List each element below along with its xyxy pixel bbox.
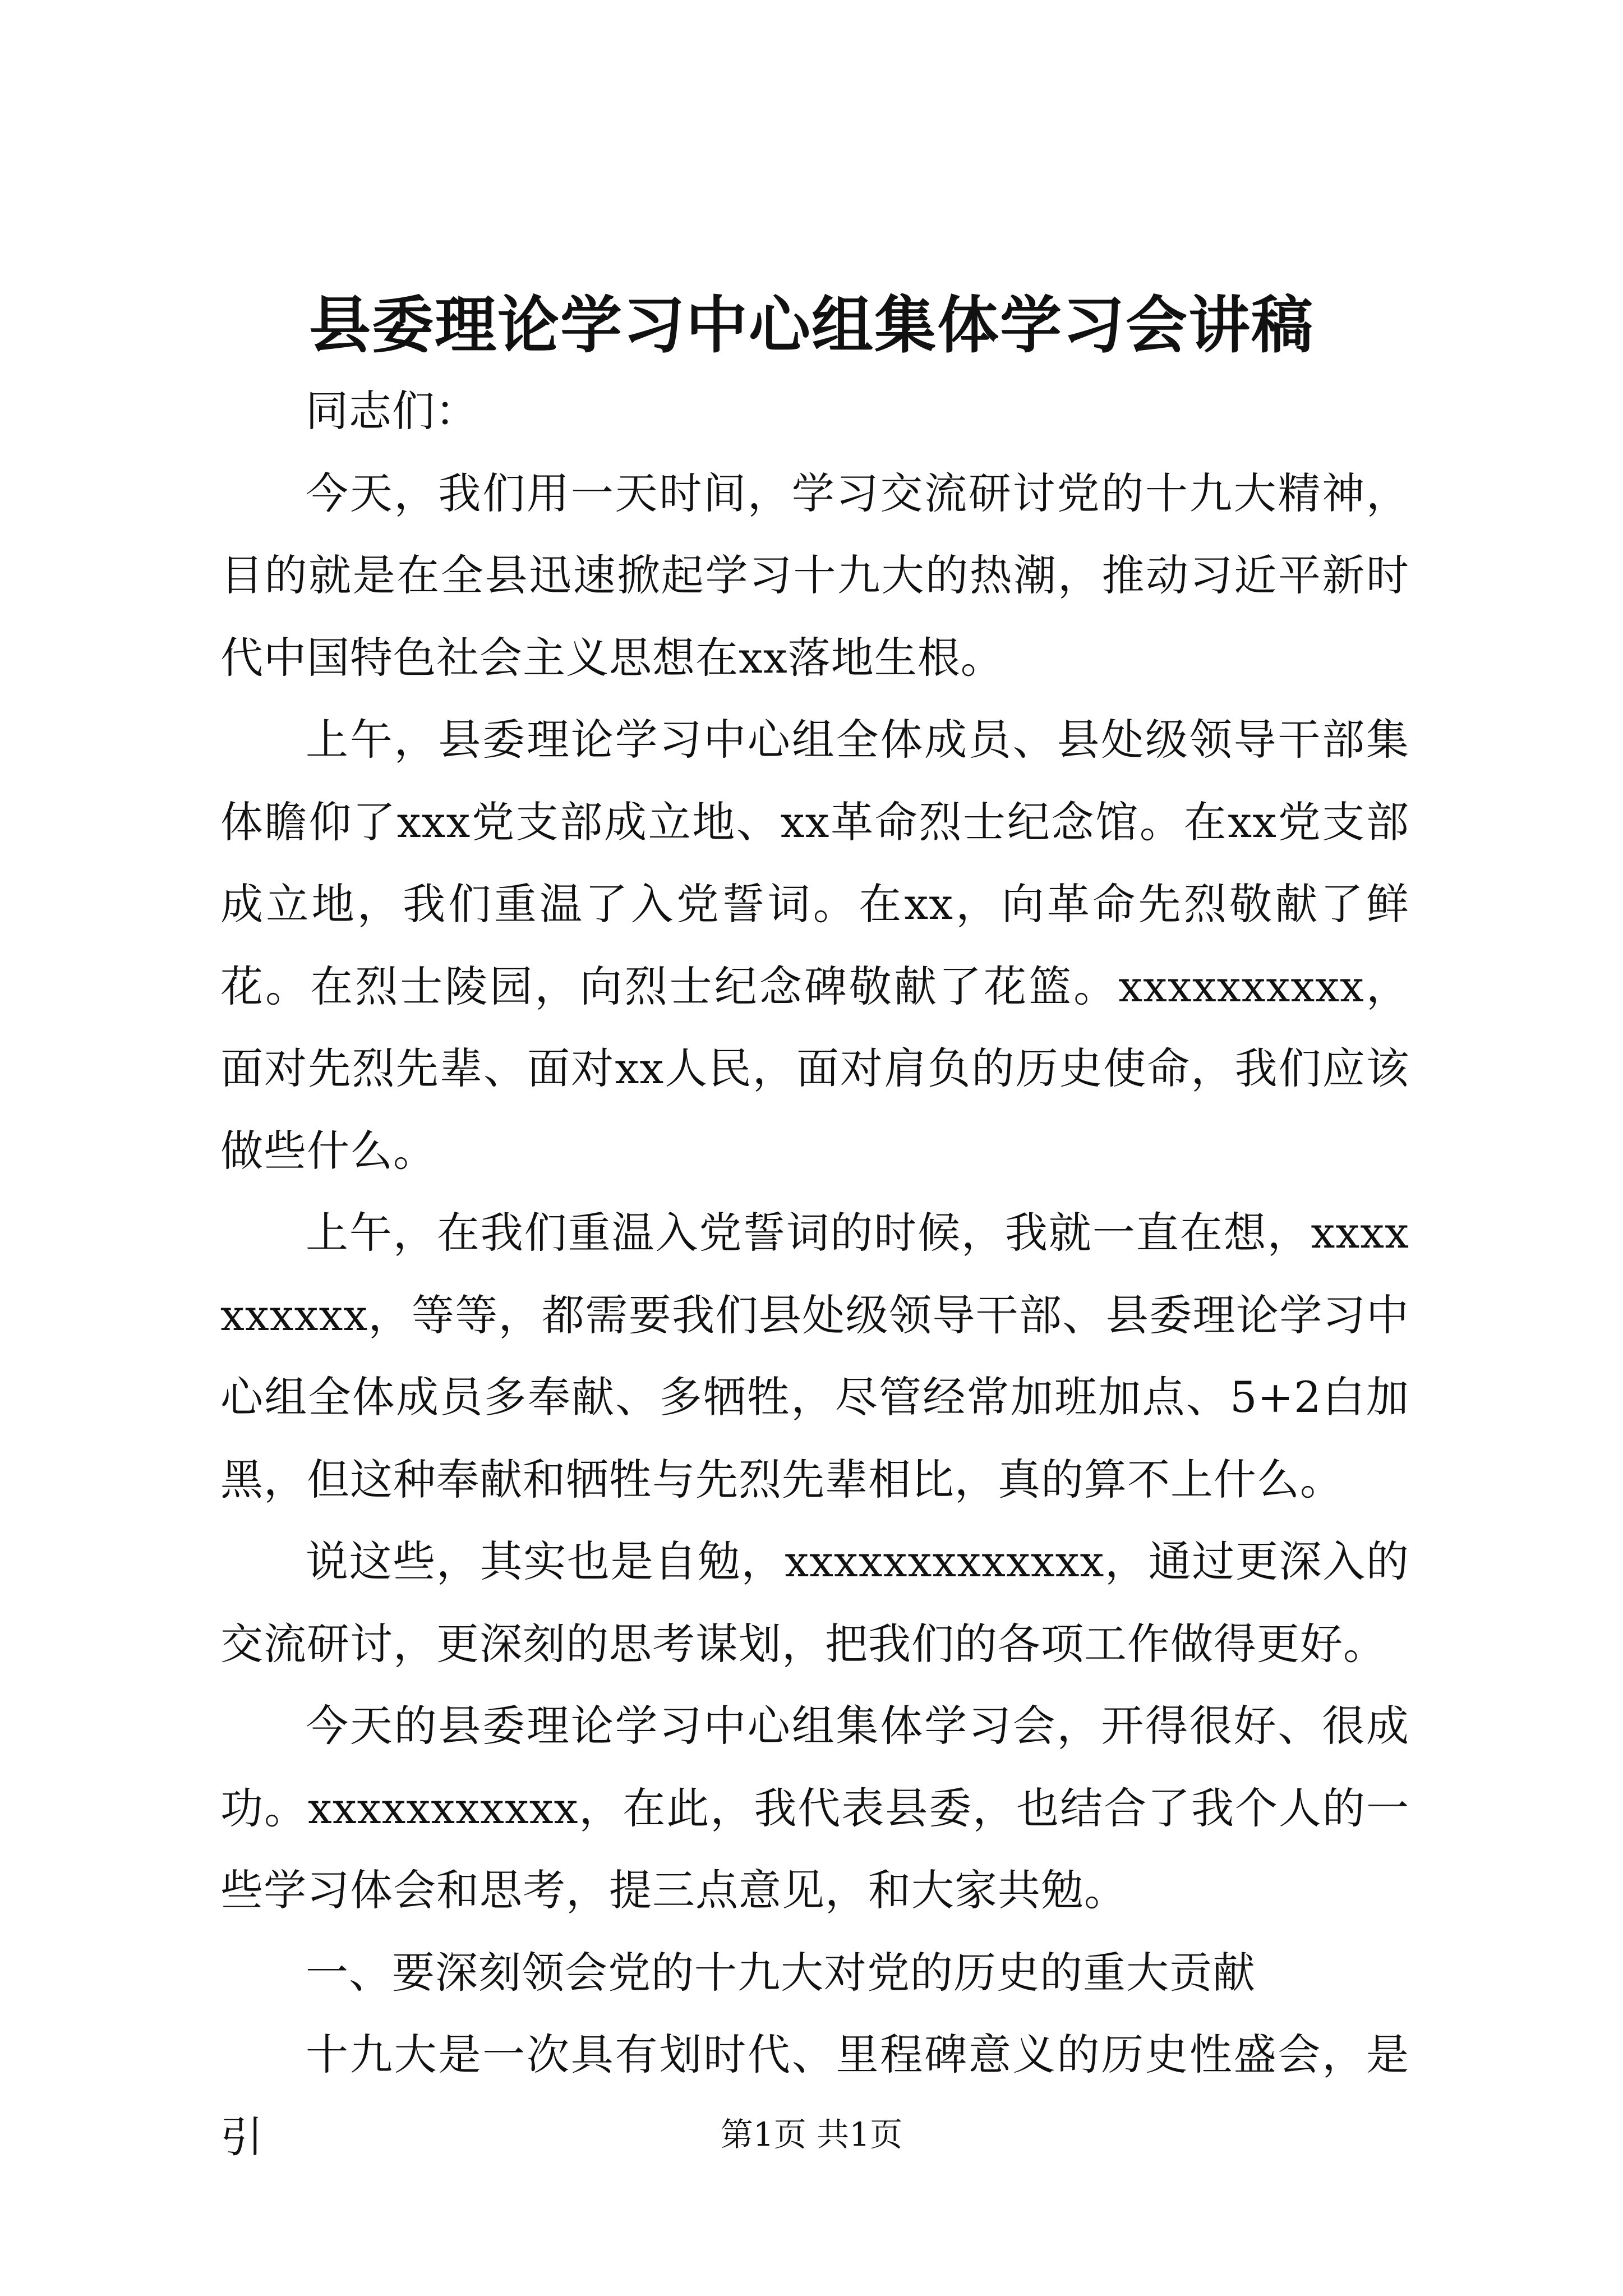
page-number-footer: 第1页 共1页 <box>720 2115 903 2154</box>
section-heading: 一、要深刻领会党的十九大对党的历史的重大贡献 <box>306 1947 1256 1998</box>
paragraph: 今天，我们用一天时间，学习交流研讨党的十九大精神，目的就是在全县迅速掀起学习十九大的热潮，推动习近平新时代中国特色社会主义思想在xx落地生根。 <box>220 468 1409 683</box>
paragraph: 说这些，其实也是自勉，xxxxxxxxxxxxx，通过更深入的交流研讨，更深刻的思考谋划，把我们的各项工作做得更好。 <box>220 1536 1409 1669</box>
document-body <box>220 370 1409 2178</box>
paragraph: 上午，县委理论学习中心组全体成员、县处级领导干部集体瞻仰了xxx党支部成立地、xx革命烈士纪念馆。在xx党支部成立地，我们重温了入党誓词。在xx，向革命先烈敬献了鲜花。在烈士陵园，向烈士纪念碑敬献了花篮。xxxxxxxxxx，面对先烈先辈、面对xx人民，面对肩负的历史使命，我们应该做些什么。 <box>220 715 1409 1176</box>
document-title: 县委理论学习中心组集体学习会讲稿 <box>309 289 1314 361</box>
paragraph: 十九大是一次具有划时代、里程碑意义的历史性盛会，是引 <box>220 2030 1409 2162</box>
paragraph: 今天的县委理论学习中心组集体学习会，开得很好、很成功。xxxxxxxxxxx，在此，我代表县委，也结合了我个人的一些学习体会和思考，提三点意见，和大家共勉。 <box>220 1701 1409 1915</box>
paragraph-salutation: 同志们： <box>306 386 478 436</box>
paragraph: 上午，在我们重温入党誓词的时候，我就一直在想，xxxxxxxxxx，等等，都需要我们县处级领导干部、县委理论学习中心组全体成员多奉献、多牺牲，尽管经常加班加点、5+2白加黑，但这种奉献和牺牲与先烈先辈相比，真的算不上什么。 <box>220 1208 1409 1504</box>
